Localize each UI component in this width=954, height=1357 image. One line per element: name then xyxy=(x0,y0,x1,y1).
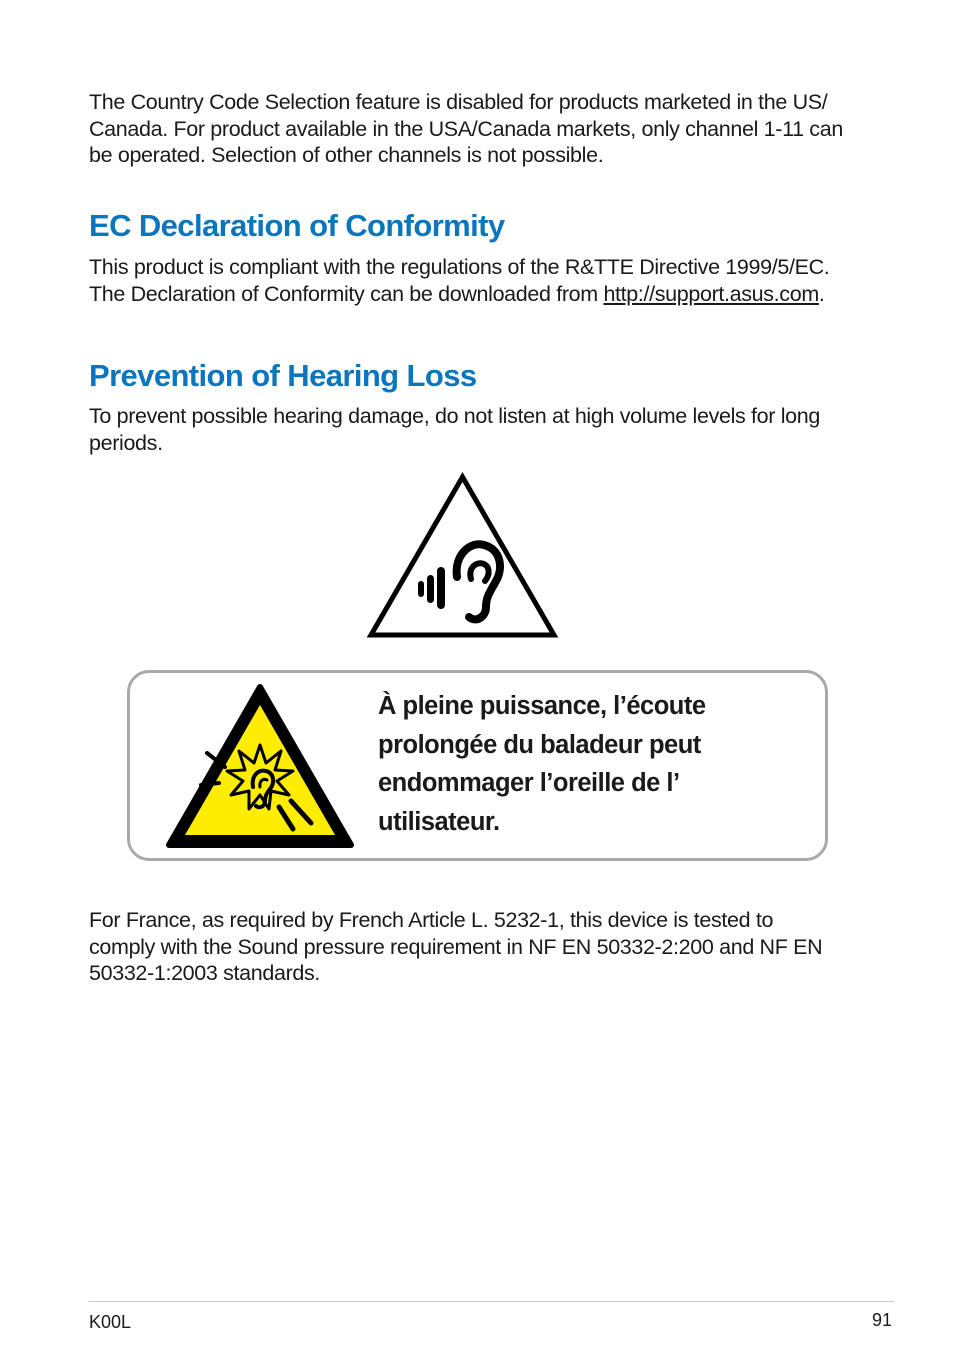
text-line: For France, as required by French Article L. 5232-1, this device is tested to xyxy=(89,908,774,932)
ec-declaration-paragraph xyxy=(89,254,889,307)
text-line: comply with the Sound pressure requirement in NF EN 50332-2:200 and NF EN xyxy=(89,934,823,959)
text-line: Canada. For product available in the USA/Canada markets, only channel 1-11 can xyxy=(89,116,843,141)
ear-warning-triangle-icon xyxy=(366,471,559,639)
footer-divider xyxy=(89,1301,894,1302)
hearing-hazard-warning-icon xyxy=(165,683,355,851)
text-line: The Country Code Selection feature is disabled for products marketed in the US/ xyxy=(89,90,828,114)
hearing-loss-heading: Prevention of Hearing Loss xyxy=(89,358,477,393)
text-line: periods. xyxy=(89,430,163,455)
warning-text xyxy=(378,687,798,841)
text-line: To prevent possible hearing damage, do not listen at high volume levels for long xyxy=(89,404,820,428)
footer-page-number: 91 xyxy=(871,1310,892,1330)
text-segment: . xyxy=(818,281,825,306)
text-segment: The Declaration of Conformity can be downloaded from xyxy=(89,281,604,306)
text-line: This product is compliant with the regulations of the R&TTE Directive 1999/5/EC. xyxy=(89,255,830,279)
warning-line: À pleine puissance, l’écoute xyxy=(378,692,706,720)
footer-model-name: K00L xyxy=(89,1312,132,1332)
hearing-warning-box xyxy=(127,670,828,861)
text-line: 50332-1:2003 standards. xyxy=(89,961,321,985)
ec-declaration-heading: EC Declaration of Conformity xyxy=(89,208,505,243)
support-link[interactable]: http://support.asus.com xyxy=(603,281,819,306)
hearing-loss-paragraph xyxy=(89,403,889,456)
warning-line: prolongée du baladeur peut xyxy=(378,730,701,759)
text-line: be operated. Selection of other channels is not possible. xyxy=(89,143,604,167)
warning-line: endommager l’oreille de l’ xyxy=(378,769,680,797)
country-code-paragraph xyxy=(89,89,889,169)
france-note-paragraph xyxy=(89,907,889,987)
text-line xyxy=(89,281,889,308)
warning-line: utilisateur. xyxy=(378,807,500,836)
